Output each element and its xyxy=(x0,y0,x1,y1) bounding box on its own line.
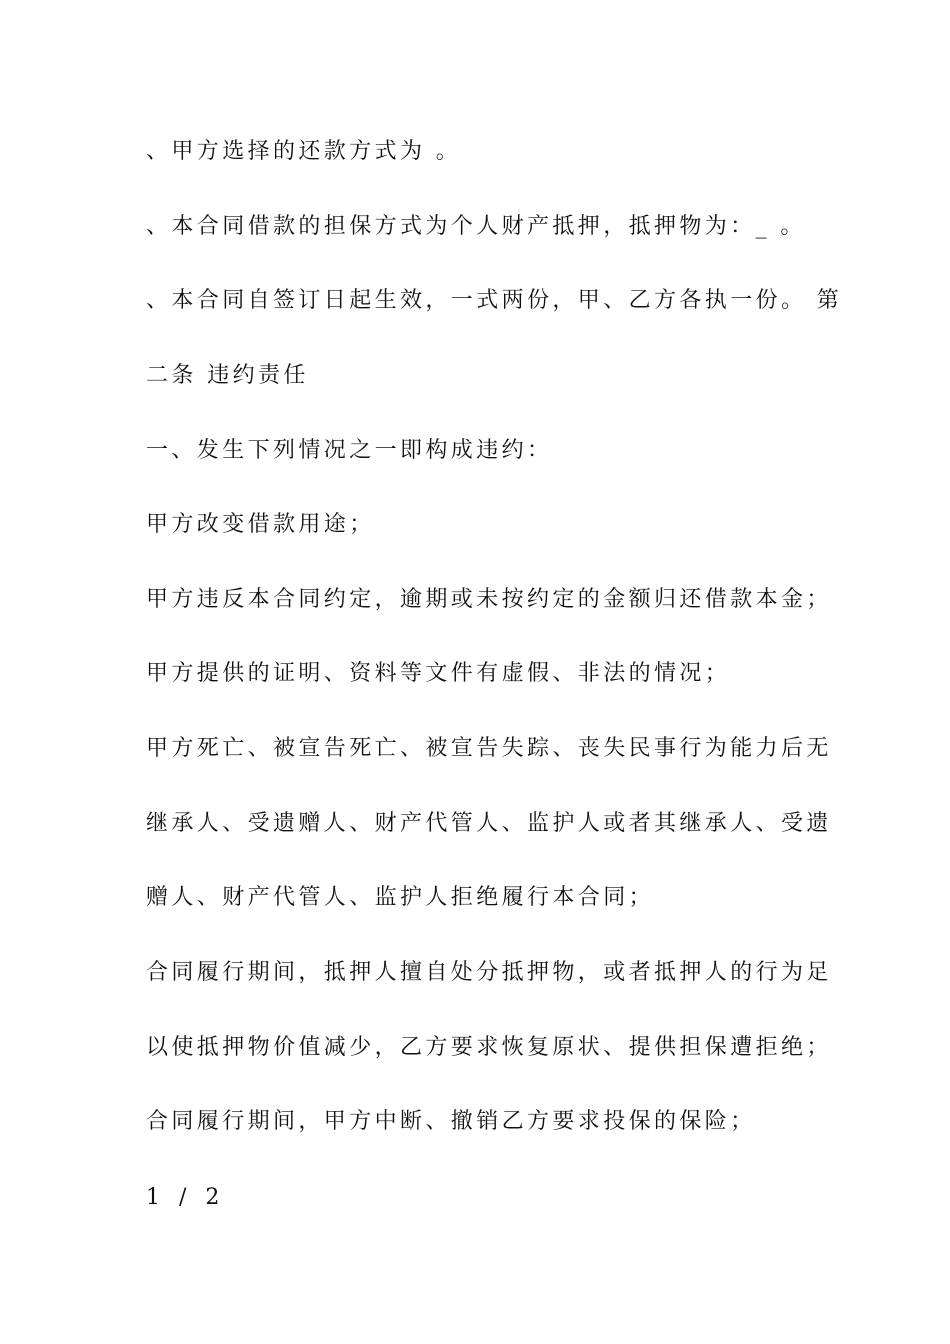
text-line: 甲方提供的证明、资料等文件有虚假、非法的情况； xyxy=(146,661,731,686)
text-line: 甲方违反本合同约定，逾期或未按约定的金额归还借款本金； xyxy=(146,587,832,612)
text-line: 赠人、财产代管人、监护人拒绝履行本合同； xyxy=(146,885,655,910)
text-line: 继承人、受遗赠人、财产代管人、监护人或者其继承人、受遗 xyxy=(146,811,832,836)
text-line: 以使抵押物价值减少，乙方要求恢复原状、提供担保遭拒绝； xyxy=(146,1035,832,1060)
text-line: 、本合同借款的担保方式为个人财产抵押，抵押物为：_ 。 xyxy=(146,214,806,239)
text-line: 、本合同自签订日起生效，一式两份，甲、乙方各执一份。 第 xyxy=(146,288,843,313)
text-line: 、甲方选择的还款方式为 。 xyxy=(146,139,462,164)
text-line: 甲方死亡、被宣告死亡、被宣告失踪、丧失民事行为能力后无 xyxy=(146,736,832,761)
text-line: 合同履行期间，甲方中断、撤销乙方要求投保的保险； xyxy=(146,1109,756,1134)
page-number: 1 / 2 xyxy=(146,1185,226,1210)
text-line: 一、发生下列情况之一即构成违约： xyxy=(146,438,553,463)
text-line: 甲方改变借款用途； xyxy=(146,512,375,537)
text-line: 合同履行期间，抵押人擅自处分抵押物，或者抵押人的行为足 xyxy=(146,960,832,985)
section-heading: 二条 违约责任 xyxy=(146,363,309,388)
